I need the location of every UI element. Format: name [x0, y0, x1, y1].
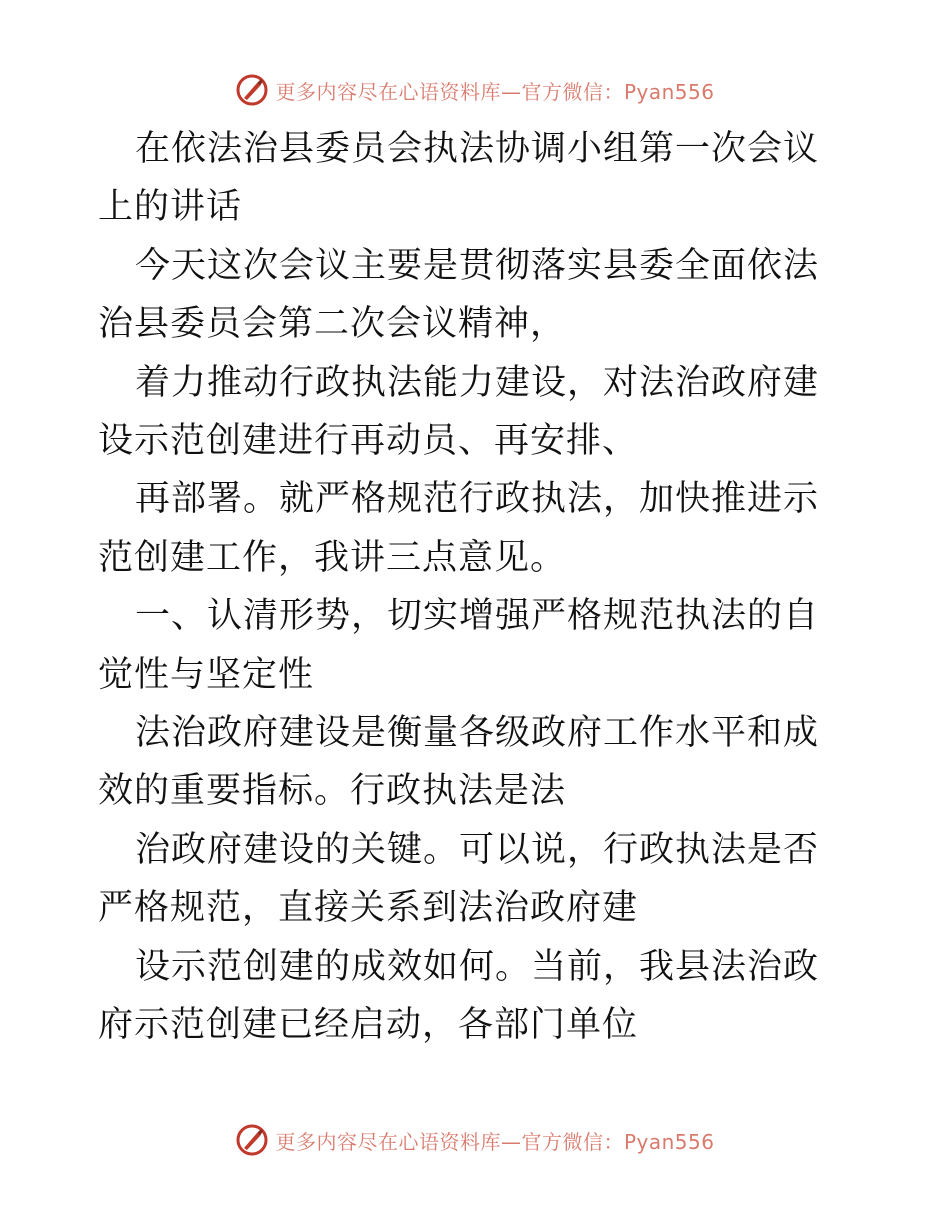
paragraph: 治政府建设的关键。可以说，行政执法是否严格规范，直接关系到法治政府建 [98, 829, 820, 929]
footer-watermark [0, 1120, 950, 1160]
paragraph: 着力推动行政执法能力建设，对法治政府建设示范创建进行再动员、再安排、 [98, 362, 820, 462]
paragraph: 今天这次会议主要是贯彻落实县委全面依法治县委员会第二次会议精神， [98, 245, 820, 345]
footer-watermark-text: 更多内容尽在心语资料库—官方微信：Pyan556 [275, 1129, 715, 1154]
document-body [98, 120, 853, 1055]
header-watermark [0, 70, 950, 110]
header-watermark-text: 更多内容尽在心语资料库—官方微信：Pyan556 [275, 79, 715, 104]
paragraph: 法治政府建设是衡量各级政府工作水平和成效的重要指标。行政执法是法 [98, 713, 820, 812]
pen-circle-logo-icon [235, 1123, 269, 1157]
document-title: 在依法治县委员会执法协调小组第一次会议上的讲话 [98, 129, 820, 228]
paragraph: 再部署。就严格规范行政执法，加快推进示范创建工作，我讲三点意见。 [98, 479, 820, 578]
section-heading: 一、认清形势，切实增强严格规范执法的自觉性与坚定性 [98, 596, 820, 695]
pen-circle-logo-icon [235, 73, 269, 107]
paragraph: 设示范创建的成效如何。当前，我县法治政府示范创建已经启动，各部门单位 [98, 946, 820, 1046]
